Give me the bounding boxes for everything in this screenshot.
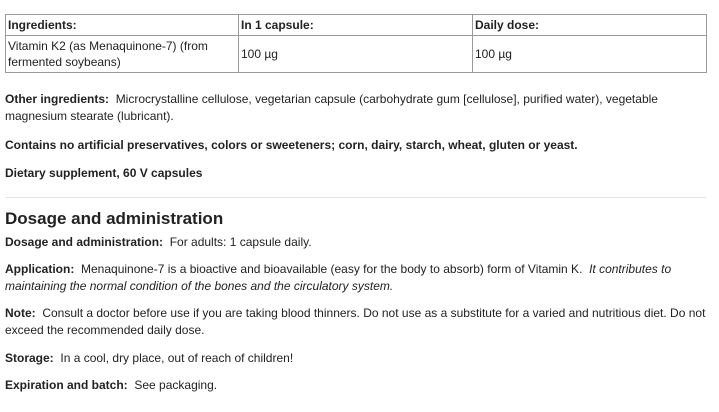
- header-daily-dose: Daily dose:: [473, 15, 707, 36]
- note-label: Note:: [5, 306, 36, 320]
- cell-daily-dose: 100 µg: [473, 36, 707, 73]
- expiration-label: Expiration and batch:: [5, 378, 128, 392]
- contains-no-statement: Contains no artificial preservatives, colors or sweeteners; corn, dairy, starch, wheat, gluten or yeast.: [5, 138, 578, 152]
- cell-per-capsule: 100 µg: [239, 36, 473, 73]
- header-in-1-capsule: In 1 capsule:: [239, 15, 473, 36]
- section-divider: [5, 197, 706, 198]
- other-ingredients: [5, 91, 706, 125]
- table-row: [6, 36, 707, 73]
- application-paragraph: [5, 261, 706, 295]
- expiration-text: See packaging.: [134, 378, 218, 392]
- storage-label: Storage:: [5, 351, 54, 365]
- dosage-label: Dosage and administration:: [5, 235, 164, 249]
- dosage-text: For adults: 1 capsule daily.: [169, 235, 312, 249]
- cell-ingredient: Vitamin K2 (as Menaquinone-7) (from fermented soybeans): [6, 36, 239, 73]
- table-header-row: [6, 15, 707, 36]
- header-ingredients: Ingredients:: [6, 15, 239, 36]
- dosage-paragraph: [5, 234, 706, 251]
- dietary-supplement-statement: Dietary supplement, 60 V capsules: [5, 166, 203, 180]
- application-label: Application:: [5, 262, 75, 276]
- section-title: Dosage and administration: [5, 209, 224, 228]
- other-ingredients-text: Microcrystalline cellulose, vegetarian capsule (carbohydrate gum [cellulose], purified water), vegetable magnesium stearate (lubricant).: [5, 92, 658, 123]
- note-text: Consult a doctor before use if you are taking blood thinners. Do not use as a substitute for a varied and nutritious diet. Do not exceed the recommended daily dose.: [5, 306, 706, 337]
- product-info: [5, 14, 706, 394]
- ingredients-table: [5, 14, 707, 73]
- other-ingredients-label: Other ingredients:: [5, 92, 110, 106]
- note-paragraph: [5, 305, 706, 339]
- application-italic-text: It contributes to maintaining the normal condition of the bones and the circulatory system.: [5, 262, 672, 293]
- application-text: Menaquinone-7 is a bioactive and bioavailable (easy for the body to absorb) form of Vitamin K.: [81, 262, 583, 276]
- storage-text: In a cool, dry place, out of reach of children!: [60, 351, 294, 365]
- storage-paragraph: [5, 350, 706, 367]
- expiration-paragraph: [5, 377, 706, 394]
